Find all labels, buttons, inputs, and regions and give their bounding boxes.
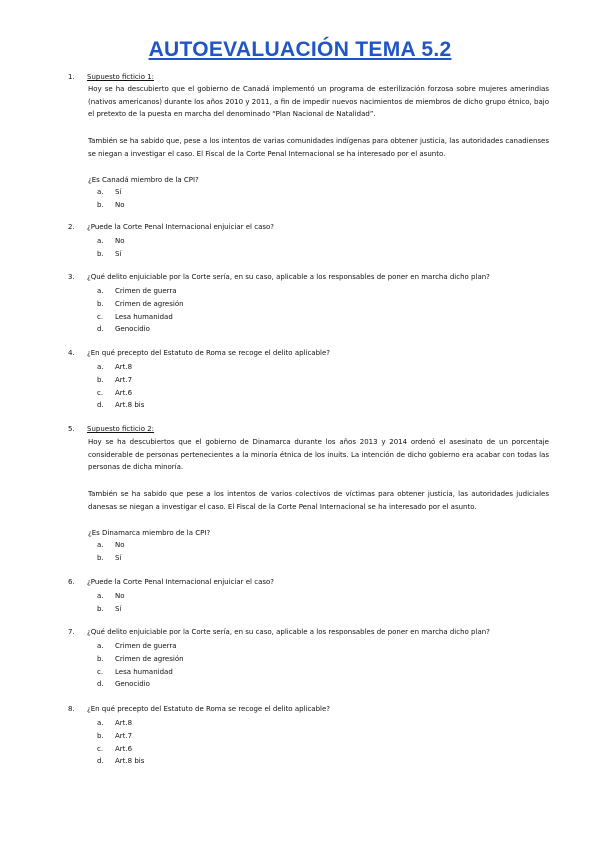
question-title: ¿En qué precepto del Estatuto de Roma se recoge el delito aplicable? xyxy=(87,349,330,357)
question-title: Supuesto ficticio 1: xyxy=(87,73,155,81)
option-item[interactable]: d. Art.8 bis xyxy=(97,757,145,766)
question-prompt: ¿Es Dinamarca miembro de la CPI? xyxy=(88,529,211,537)
option-item[interactable]: b. Sí xyxy=(97,604,122,613)
option-list xyxy=(97,235,125,261)
option-list xyxy=(97,285,184,336)
option-item[interactable]: a. No xyxy=(97,592,125,600)
case-paragraph: Hoy se ha descubierto que el gobierno de Canadá implementó un programa de esterilización forzosa sobre mujeres amerindias (nativos americanos) durante los años 2010 y 2011, a fin de impedir nuevos nacimientos de miembros de dicho grupo étnico, bajo el pretexto de la puesta en marcha del denominado “Plan Nacional de Natalidad”. xyxy=(88,85,549,119)
question-title: ¿Qué delito enjuiciable por la Corte sería, en su caso, aplicable a los responsables de poner en marcha dicho plan? xyxy=(87,628,490,636)
question-number: 2. xyxy=(68,223,75,231)
question-number: 4. xyxy=(68,349,75,357)
option-list xyxy=(97,186,125,212)
page-title: AUTOEVALUACIÓN TEMA 5.2 xyxy=(148,38,452,61)
question-number: 6. xyxy=(68,578,75,586)
question-title: ¿Puede la Corte Penal Internacional enjuiciar el caso? xyxy=(87,223,275,231)
option-item[interactable]: a. Art.8 xyxy=(97,719,133,727)
option-item[interactable]: b. Sí xyxy=(97,249,122,258)
option-item[interactable]: b. Crimen de agresión xyxy=(97,299,184,308)
option-item[interactable]: a. Crimen de guerra xyxy=(97,642,177,650)
option-item[interactable]: b. Crimen de agresión xyxy=(97,654,184,663)
option-item[interactable]: d. Genocidio xyxy=(97,680,150,689)
option-list xyxy=(97,717,144,768)
option-item[interactable]: b. Art.7 xyxy=(97,375,133,384)
option-list xyxy=(97,539,125,565)
question-number: 3. xyxy=(68,273,75,281)
option-item[interactable]: a. Crimen de guerra xyxy=(97,287,177,295)
question-title: ¿Qué delito enjuiciable por la Corte sería, en su caso, aplicable a los responsables de poner en marcha dicho plan? xyxy=(87,273,490,281)
question-number: 1. xyxy=(68,73,75,81)
option-item[interactable]: d. Genocidio xyxy=(97,325,150,334)
case-paragraph: Hoy se ha descubiertos que el gobierno de Dinamarca durante los años 2013 y 2014 ordenó el asesinato de un porcentaje considerable de personas pertenecientes a la minoría étnica de los inuits. La intención de dicho gobierno era acabar con todas las personas de dicha minoría. xyxy=(88,438,549,472)
option-item[interactable]: a. Art.8 xyxy=(97,363,133,371)
option-item[interactable]: b. No xyxy=(97,200,125,209)
option-item[interactable]: a. No xyxy=(97,541,125,549)
question-number: 7. xyxy=(68,628,75,636)
option-list xyxy=(97,640,184,691)
question-prompt: ¿Es Canadá miembro de la CPI? xyxy=(88,176,199,184)
option-list xyxy=(97,590,125,616)
question-title: ¿Puede la Corte Penal Internacional enjuiciar el caso? xyxy=(87,578,275,586)
option-item[interactable]: a. No xyxy=(97,237,125,245)
option-item[interactable]: d. Art.8 bis xyxy=(97,401,145,410)
option-item[interactable]: a. Sí xyxy=(97,188,122,196)
question-title: ¿En qué precepto del Estatuto de Roma se recoge el delito aplicable? xyxy=(87,705,330,713)
option-list xyxy=(97,361,144,412)
option-item[interactable]: b. Art.7 xyxy=(97,731,133,740)
option-item[interactable]: c. Lesa humanidad xyxy=(97,312,173,321)
option-item[interactable]: b. Sí xyxy=(97,553,122,562)
option-item[interactable]: c. Lesa humanidad xyxy=(97,667,173,676)
question-number: 8. xyxy=(68,705,75,713)
case-paragraph: También se ha sabido que, pese a los intentos de varias comunidades indígenas para obtener justicia, las autoridades canadienses se niegan a investigar el caso. El Fiscal de la Corte Penal Internacional se ha interesado por el asunto. xyxy=(88,137,549,158)
option-item[interactable]: c. Art.6 xyxy=(97,744,133,753)
question-number: 5. xyxy=(68,425,75,433)
question-title: Supuesto ficticio 2: xyxy=(87,425,155,433)
option-item[interactable]: c. Art.6 xyxy=(97,388,133,397)
case-paragraph: También se ha sabido que pese a los intentos de varios colectivos de víctimas para obtener justicia, las autoridades judiciales danesas se niegan a investigar el caso. El Fiscal de la Corte Penal Internacional se ha interesado por el asunto. xyxy=(88,490,549,511)
